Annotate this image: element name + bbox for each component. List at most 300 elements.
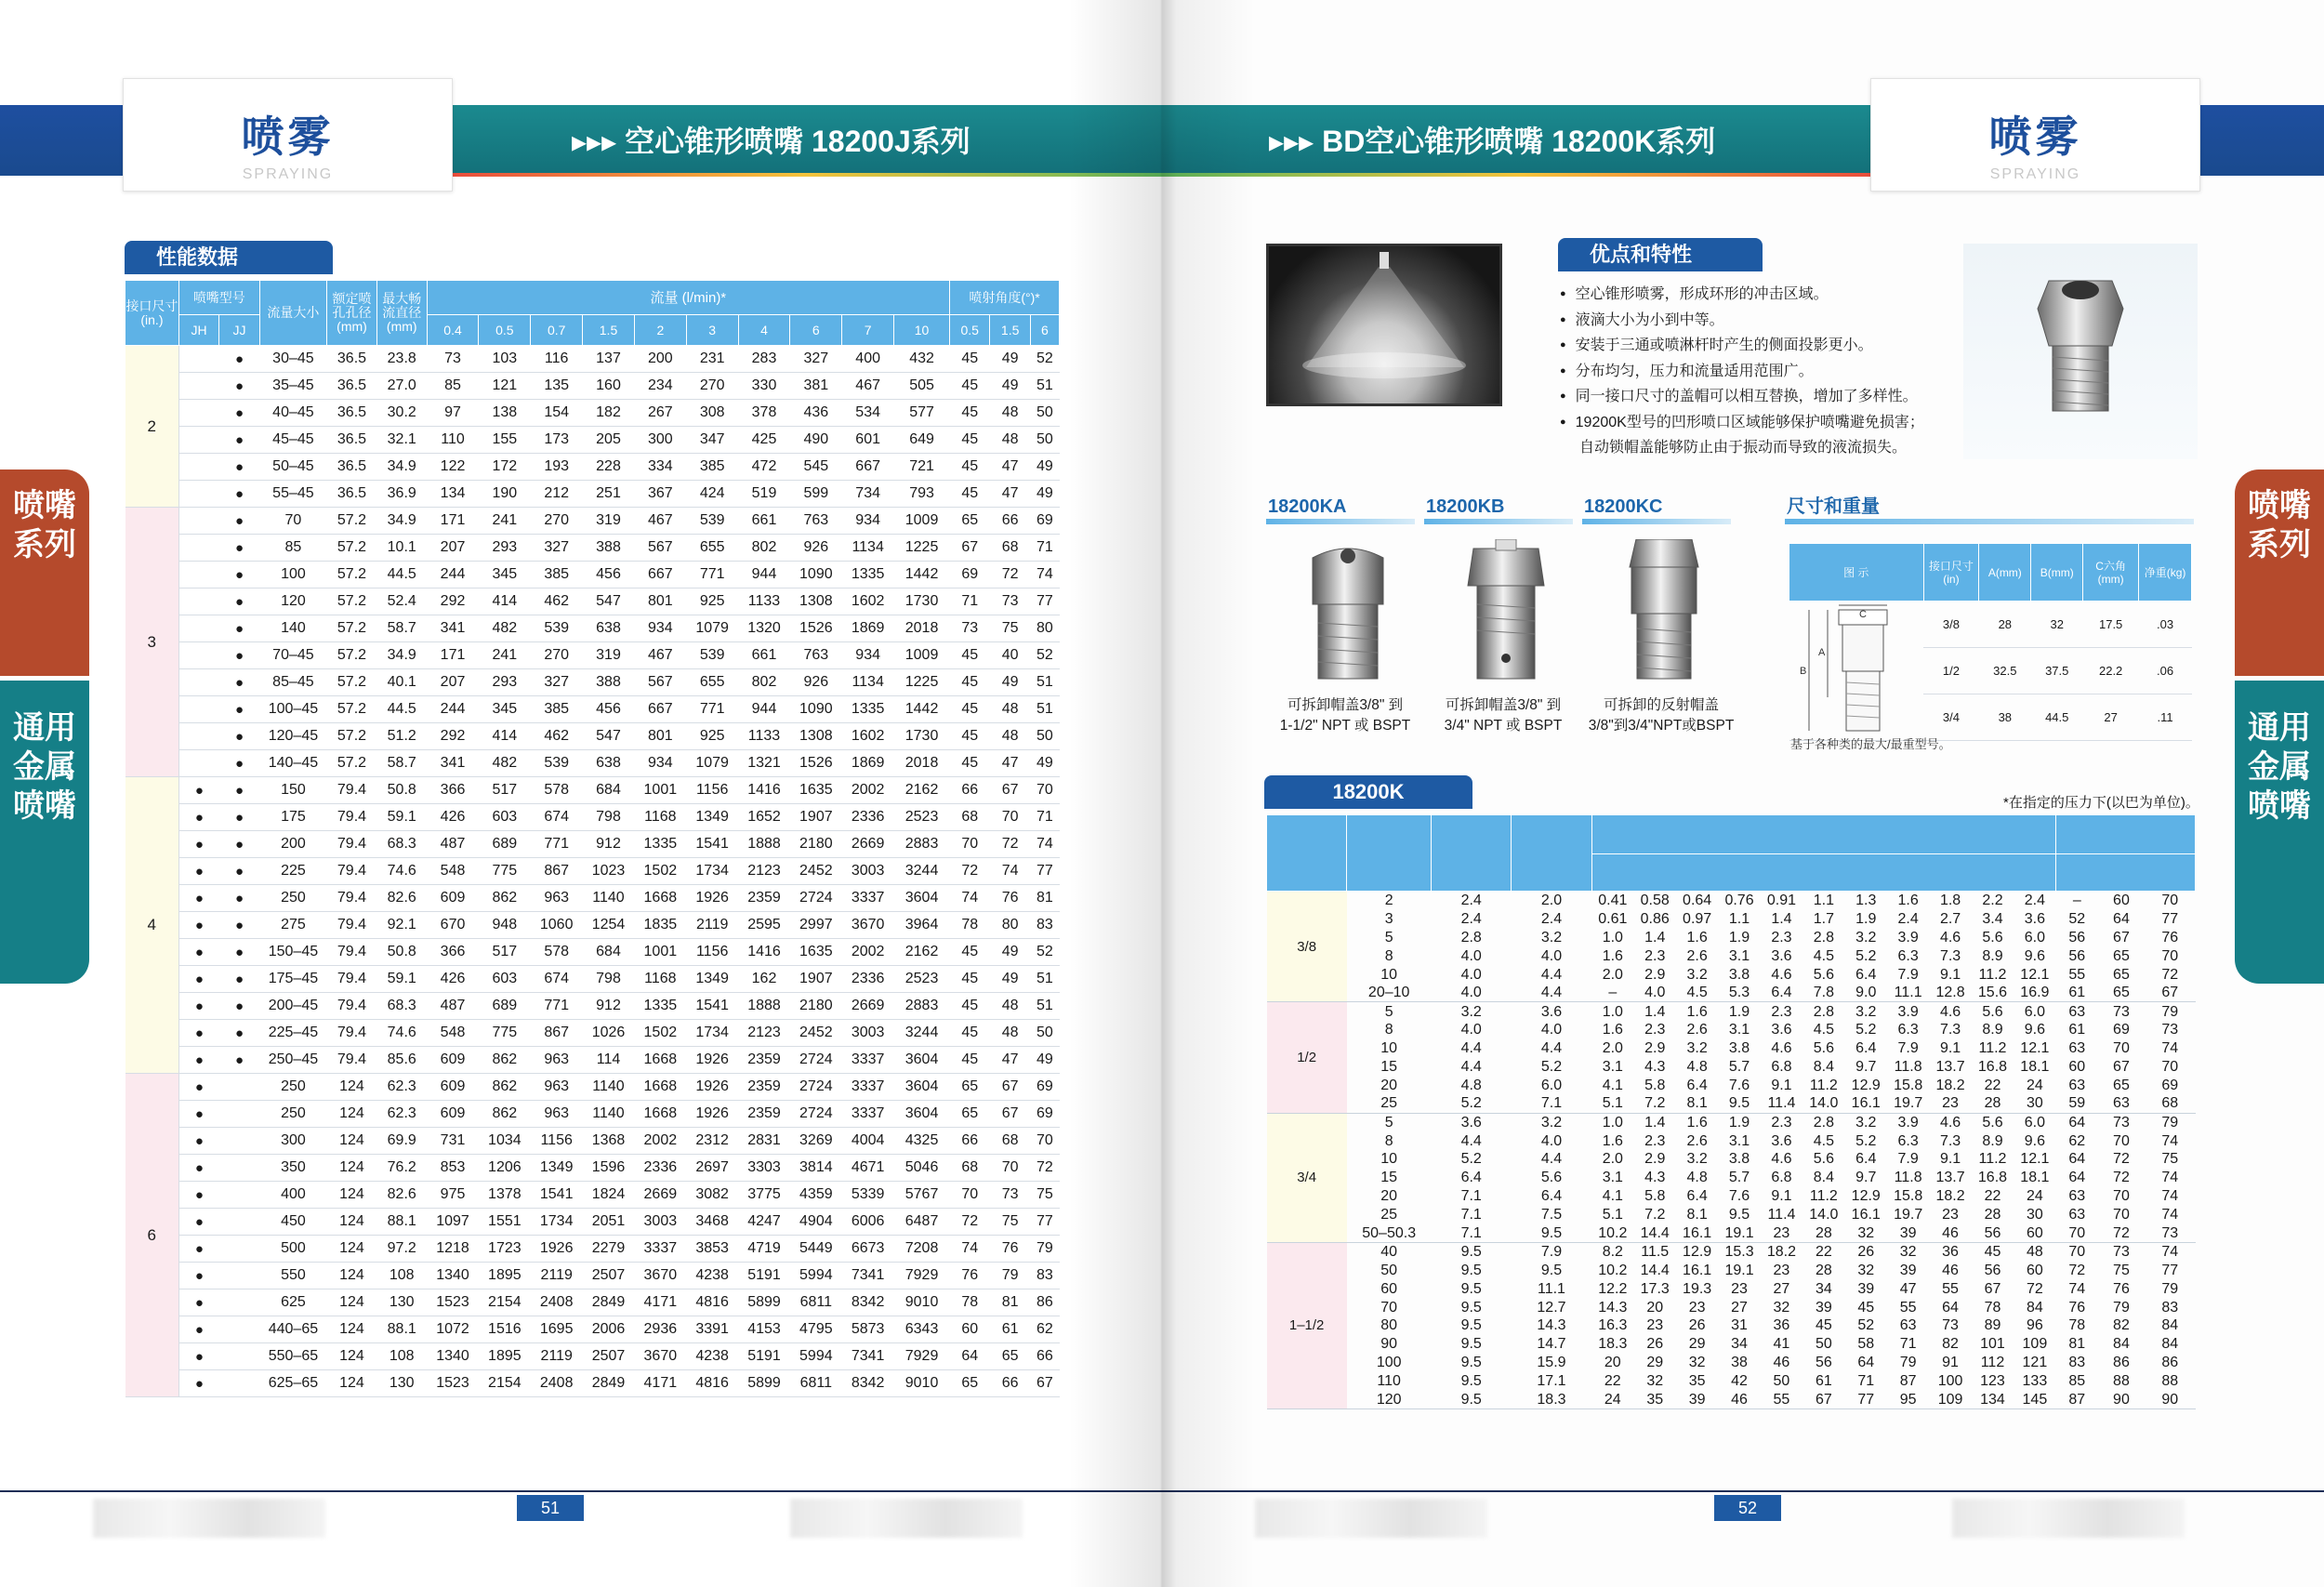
orifice-cell: 79.4 (327, 858, 377, 885)
k-cell: 4.8 (1686, 1170, 1708, 1186)
table-row (1267, 1354, 2196, 1372)
k-cell: 3.2 (1855, 929, 1877, 946)
flow-cell: 154 (531, 400, 583, 427)
k-cell: 70 (2161, 947, 2179, 964)
flow-cell: 655 (686, 535, 738, 562)
dims-header: C六角(mm) (2083, 544, 2139, 602)
flow-cell: 4153 (738, 1316, 790, 1343)
k-cell: 110 (1377, 1373, 1401, 1390)
k-cell: 70 (2161, 1058, 2179, 1075)
k-cell: 74 (2161, 1244, 2179, 1261)
feature-item: ● 19200K型号的凹形喷口区域能够保护喷嘴避免损害； (1560, 411, 2164, 437)
flow-cell: 1140 (583, 1074, 635, 1101)
passage-cell: 58.7 (376, 750, 427, 777)
k-cell: 9.6 (2024, 1132, 2045, 1149)
k-cell: 7.6 (1728, 1188, 1750, 1205)
flow-cell: 3003 (634, 1209, 686, 1236)
k-cell: 5.2 (1855, 947, 1877, 964)
flow-cell: 3003 (842, 858, 894, 885)
flow-cell: 300 (634, 427, 686, 454)
flow-cell: 925 (686, 723, 738, 750)
flow-cell: 1516 (479, 1316, 531, 1343)
flow-cell: 578 (531, 777, 583, 804)
k-cell: 63 (1899, 1317, 1917, 1334)
flow-cell: 963 (531, 1101, 583, 1128)
orifice-cell: 36.5 (327, 454, 377, 481)
angle-cell: 49 (990, 669, 1030, 696)
angle-cell: 69 (1030, 1101, 1059, 1128)
angle-cell: 70 (990, 804, 1030, 831)
jh-dot: ● (178, 966, 218, 993)
k-cell: 3.1 (1728, 947, 1750, 964)
k-cell: 2.9 (1644, 1151, 1666, 1168)
flow-cell: 1034 (479, 1128, 531, 1155)
k-cell: 34 (1731, 1336, 1748, 1353)
k-cell: 15.9 (1537, 1355, 1566, 1371)
k-cell: 4.4 (1512, 984, 1591, 1002)
k-cell: 25 (1380, 1207, 1398, 1223)
k-cell: 72 (2161, 966, 2179, 983)
angle-cell: 83 (1030, 912, 1059, 939)
k-cell: 75 (2161, 1151, 2179, 1168)
flow-cell: 182 (583, 400, 635, 427)
angle-cell: 48 (990, 993, 1030, 1020)
angle-cell: 72 (1030, 1155, 1059, 1182)
flow-cell: 1907 (790, 966, 842, 993)
angle-cell: 66 (950, 1128, 990, 1155)
k-hdr-blank (1432, 815, 1512, 892)
k-cell: 70 (1380, 1299, 1398, 1316)
flow-cell: 4671 (842, 1155, 894, 1182)
flow-cell: 1541 (686, 831, 738, 858)
flow-cell: 1734 (686, 1020, 738, 1047)
k-cell: 15.8 (1894, 1188, 1923, 1205)
k-cell: 65 (2113, 947, 2130, 964)
angle-cell: 72 (990, 562, 1030, 589)
passage-cell: 130 (376, 1289, 427, 1316)
angle-cell: 74 (990, 858, 1030, 885)
orifice-cell: 79.4 (327, 804, 377, 831)
k-cell: 74 (2161, 1188, 2179, 1205)
k-cell: 7.9 (1897, 1151, 1919, 1168)
k-cell: 87 (2056, 1391, 2098, 1409)
k-cell: 6.8 (1771, 1170, 1792, 1186)
k-cell: 6.8 (1771, 1058, 1792, 1075)
k-size-cell: 3/4 (1267, 1113, 1347, 1242)
k-cell: 31 (1731, 1317, 1748, 1334)
angle-cell: 70 (1030, 1128, 1059, 1155)
k-cell: 3.6 (1540, 1003, 1563, 1020)
k-cell: 20 (1604, 1355, 1621, 1371)
k-cell: 55 (1761, 1391, 1802, 1409)
angle-cell: 66 (950, 777, 990, 804)
k-cell: 7.8 (1802, 984, 1844, 1002)
k-cell: 9.5 (1460, 1244, 1482, 1261)
flow-cell: 867 (531, 1020, 583, 1047)
passage-cell: 44.5 (376, 562, 427, 589)
orifice-cell: 124 (327, 1182, 377, 1209)
passage-cell: 50.8 (376, 939, 427, 966)
k-cell: 18.2 (1935, 1188, 1965, 1205)
k-cell: 84 (2161, 1336, 2179, 1353)
flow-cell: 1321 (738, 750, 790, 777)
jh-dot (178, 642, 218, 669)
flow-cell: 862 (479, 1101, 531, 1128)
flow-cell: 1009 (894, 642, 950, 669)
k-cell: 5 (1384, 1003, 1393, 1020)
flow-cell: 4719 (738, 1236, 790, 1263)
flow-cell: 1888 (738, 831, 790, 858)
k-cell: 64 (1857, 1355, 1875, 1371)
k-cell: 0.61 (1598, 910, 1628, 927)
flow-cell: 599 (790, 481, 842, 508)
flow-cell: 2669 (634, 1182, 686, 1209)
passage-cell: 130 (376, 1370, 427, 1397)
dims-cell: 17.5 (2083, 602, 2139, 648)
k-cell: 64 (1942, 1299, 1959, 1316)
hdr-jj: JJ (219, 315, 259, 346)
k-cell: 63 (2068, 1003, 2086, 1020)
k-cell: 1.6 (1602, 1022, 1623, 1038)
flow-cell: 763 (790, 642, 842, 669)
size-cell: 4 (125, 777, 179, 1074)
header-rainbow-line (1162, 173, 1878, 177)
flow-cell: 3337 (842, 1074, 894, 1101)
flow-cell: 793 (894, 481, 950, 508)
k-cell: 2.4 (1897, 910, 1919, 927)
angle-cell: 51 (1030, 669, 1059, 696)
k-cell: 11.4 (1761, 1094, 1802, 1113)
flow-cell: 862 (479, 1074, 531, 1101)
flow-cell: 3853 (686, 1236, 738, 1263)
flow-cell: 1526 (790, 615, 842, 642)
flow-cell: 388 (583, 669, 635, 696)
flow-cell: 381 (790, 373, 842, 400)
capacity-cell: 450 (259, 1209, 326, 1236)
jj-dot: ● (219, 642, 259, 669)
passage-cell: 58.7 (376, 615, 427, 642)
passage-cell: 10.1 (376, 535, 427, 562)
flow-cell: 2180 (790, 831, 842, 858)
angle-cell: 73 (990, 589, 1030, 615)
table-row (125, 993, 1060, 1020)
k-cell: 15 (1380, 1170, 1398, 1186)
angle-cell: 45 (950, 993, 990, 1020)
flow-cell: 2507 (583, 1343, 635, 1370)
flow-cell: 7929 (894, 1343, 950, 1370)
flow-cell: 366 (427, 939, 479, 966)
k-cell: 3.9 (1897, 1114, 1919, 1131)
k-cell: 4.4 (1540, 966, 1563, 983)
right-page (1162, 0, 2324, 1587)
spray-subtitle: SPRAYING (1989, 166, 2081, 182)
jj-dot: ● (219, 1020, 259, 1047)
capacity-cell: 550–65 (259, 1343, 326, 1370)
k-cell: 60 (2068, 1058, 2086, 1075)
dims-note: 基于各种类的最大/最重型号。 (1790, 737, 1951, 751)
orifice-cell: 36.5 (327, 373, 377, 400)
k-cell: 74 (2161, 1040, 2179, 1057)
orifice-cell: 36.5 (327, 481, 377, 508)
k-cell: 5.2 (1855, 1022, 1877, 1038)
k-cell: 45 (1984, 1244, 2001, 1261)
k-cell: 62 (2068, 1132, 2086, 1149)
flow-cell: 867 (531, 858, 583, 885)
k-cell: 5.1 (1591, 1094, 1633, 1113)
hdr-size: 接口尺寸(in.) (125, 281, 179, 346)
k-cell: 6.4 (1540, 1188, 1563, 1205)
k-cell: 10.2 (1598, 1262, 1628, 1278)
flow-cell: 7208 (894, 1236, 950, 1263)
flow-cell: 862 (479, 885, 531, 912)
k-cell: 23 (1773, 1262, 1790, 1278)
k-cell: 50 (1380, 1262, 1398, 1278)
dims-cell: 28 (1979, 602, 2031, 648)
flow-cell: 2849 (583, 1370, 635, 1397)
flow-cell: 3604 (894, 1047, 950, 1074)
table-row (1267, 1113, 2196, 1131)
k-cell: 28 (1984, 1207, 2001, 1223)
flow-cell: 1335 (634, 993, 686, 1020)
k-cell: 52 (2068, 910, 2086, 927)
jh-dot (178, 615, 218, 642)
spray-pattern-photo (1266, 244, 1502, 406)
k-cell: 72 (2098, 1224, 2145, 1243)
k-cell: 77 (2161, 910, 2179, 927)
jh-dot: ● (178, 993, 218, 1020)
k-cell: 14.0 (1802, 1094, 1844, 1113)
flow-cell: 763 (790, 508, 842, 535)
k-cell: 70 (2068, 1244, 2086, 1261)
dims-header: B(mm) (2031, 544, 2083, 602)
flow-cell: 1635 (790, 939, 842, 966)
flow-cell: 4004 (842, 1128, 894, 1155)
angle-cell: 65 (950, 1101, 990, 1128)
k-cell: 68 (2145, 1094, 2196, 1113)
angle-cell: 74 (1030, 562, 1059, 589)
table-row (125, 589, 1060, 615)
flow-cell: 1218 (427, 1236, 479, 1263)
k-cell: 12.7 (1537, 1299, 1566, 1316)
angle-cell: 45 (950, 966, 990, 993)
flow-cell: 414 (479, 723, 531, 750)
jh-dot (178, 750, 218, 777)
flow-cell: 155 (479, 427, 531, 454)
k-cell: 5.6 (1982, 1003, 2003, 1020)
k-cell: 23 (1731, 1280, 1748, 1297)
jj-dot: ● (219, 804, 259, 831)
k-cell: 9.1 (1939, 1040, 1961, 1057)
flow-cell: 171 (427, 642, 479, 669)
angle-cell: 78 (950, 1289, 990, 1316)
k-cell: 7.9 (1897, 1040, 1919, 1057)
k-cell: 46 (1773, 1355, 1790, 1371)
jh-dot (178, 481, 218, 508)
flow-cell: 2408 (531, 1289, 583, 1316)
k-cell: 2.9 (1644, 1040, 1666, 1057)
flow-cell: 2724 (790, 1047, 842, 1074)
k-cell: 79 (2161, 1003, 2179, 1020)
table-row (1267, 1206, 2196, 1224)
k-cell: 1.8 (1939, 893, 1961, 909)
k-cell: 4.4 (1540, 1040, 1563, 1057)
k-cell: 9.5 (1728, 1207, 1750, 1223)
jh-dot (178, 589, 218, 615)
flow-cell: 975 (427, 1182, 479, 1209)
flow-cell: 1206 (479, 1155, 531, 1182)
flow-cell: 539 (686, 508, 738, 535)
k-cell: 3.6 (1460, 1114, 1482, 1131)
angle-cell: 77 (1030, 858, 1059, 885)
spray-title: 喷雾 (241, 112, 335, 161)
flow-cell: 3082 (686, 1182, 738, 1209)
k-cell: 9.5 (1512, 1224, 1591, 1243)
flow-cell: 1635 (790, 777, 842, 804)
table-row (125, 1101, 1060, 1128)
table-row (125, 966, 1060, 993)
flow-cell: 5899 (738, 1289, 790, 1316)
flow-cell: 667 (634, 562, 686, 589)
flow-cell: 517 (479, 939, 531, 966)
k-cell: 7.1 (1460, 1207, 1482, 1223)
angle-cell: 71 (950, 589, 990, 615)
flow-cell: 684 (583, 777, 635, 804)
flow-cell: 505 (894, 373, 950, 400)
orifice-cell: 79.4 (327, 831, 377, 858)
capacity-cell: 440–65 (259, 1316, 326, 1343)
flow-cell: 1596 (583, 1155, 635, 1182)
k-cell: 73 (2145, 1224, 2196, 1243)
k-cell: 5 (1384, 929, 1393, 946)
k-cell: 2.2 (1982, 893, 2003, 909)
k-cell: 0.41 (1598, 893, 1628, 909)
jh-dot: ● (178, 831, 218, 858)
k-cell: 3.8 (1728, 1151, 1750, 1168)
passage-cell: 44.5 (376, 696, 427, 723)
k-cell: 2.8 (1813, 1003, 1834, 1020)
flow-cell: 802 (738, 669, 790, 696)
flow-cell: 539 (531, 615, 583, 642)
flow-cell: 4238 (686, 1263, 738, 1289)
k-cell: 64 (2068, 1114, 2086, 1131)
k-cell: 2.8 (1813, 929, 1834, 946)
k-cell: 46 (1942, 1262, 1959, 1278)
orifice-cell: 57.2 (327, 589, 377, 615)
flow-cell: 3964 (894, 912, 950, 939)
k-cell: 8.1 (1676, 1094, 1718, 1113)
hdr-angle: 喷射角度(°)* (950, 281, 1060, 315)
dim-b-letter: B (1800, 666, 1807, 677)
table-row (125, 912, 1060, 939)
flow-cell: 1079 (686, 615, 738, 642)
flow-cell: 721 (894, 454, 950, 481)
flow-cell: 110 (427, 427, 479, 454)
table-row (125, 400, 1060, 427)
flow-cell: 1340 (427, 1343, 479, 1370)
k-cell: 63 (2068, 1188, 2086, 1205)
k-cell: 1.6 (1602, 947, 1623, 964)
flow-cell: 5191 (738, 1263, 790, 1289)
jj-dot: ● (219, 696, 259, 723)
jj-dot: ● (219, 885, 259, 912)
angle-cell: 48 (990, 723, 1030, 750)
angle-cell: 61 (990, 1316, 1030, 1343)
k-cell: 17.3 (1640, 1280, 1670, 1297)
angle-cell: 72 (950, 858, 990, 885)
flow-cell: 1502 (634, 858, 686, 885)
flow-cell: 1090 (790, 696, 842, 723)
flow-cell: 775 (479, 858, 531, 885)
k-cell: 7.1 (1512, 1094, 1591, 1113)
flow-cell: 3604 (894, 1101, 950, 1128)
jj-dot (219, 1263, 259, 1289)
flow-cell: 308 (686, 400, 738, 427)
flow-cell: 6811 (790, 1370, 842, 1397)
k-cell: 39 (1676, 1391, 1718, 1409)
flow-cell: 734 (842, 481, 894, 508)
k-cell: 60 (2014, 1224, 2055, 1243)
k-cell: 15.6 (1972, 984, 2014, 1002)
flow-cell: 667 (634, 696, 686, 723)
k-cell: 2.3 (1771, 929, 1792, 946)
table-row (1267, 1335, 2196, 1354)
flow-cell: 114 (583, 1047, 635, 1074)
k-cell: 2.7 (1939, 910, 1961, 927)
k-cell: 16.1 (1845, 1094, 1887, 1113)
k-cell: 5.8 (1644, 1188, 1666, 1205)
flow-cell: 1668 (634, 1047, 686, 1074)
k-cell: 7.3 (1939, 1022, 1961, 1038)
flow-cell: 944 (738, 696, 790, 723)
dims-cell: .03 (2139, 602, 2192, 648)
k-cell: 9.5 (1540, 1262, 1563, 1278)
table-row (1267, 1261, 2196, 1279)
orifice-cell: 79.4 (327, 912, 377, 939)
angle-cell: 48 (990, 696, 1030, 723)
dim-a-letter: A (1818, 647, 1826, 658)
orifice-cell: 36.5 (327, 427, 377, 454)
k-cell: 32 (1845, 1224, 1887, 1243)
flow-cell: 4904 (790, 1209, 842, 1236)
k-cell: 14.0 (1809, 1207, 1839, 1223)
nozzle-kc-image (1613, 539, 1715, 688)
flow-cell: 934 (634, 615, 686, 642)
k-cell: 79 (1899, 1355, 1917, 1371)
flow-cell: 462 (531, 589, 583, 615)
k-cell: 1.0 (1602, 1003, 1623, 1020)
angle-cell: 74 (1030, 831, 1059, 858)
k-cell: 8 (1384, 1132, 1393, 1149)
k-cell: 9.0 (1845, 984, 1887, 1002)
k-cell: 75 (2113, 1262, 2130, 1278)
k-cell: 6.4 (1686, 1077, 1708, 1093)
flow-cell: 545 (790, 454, 842, 481)
k-cell: 3.2 (1686, 966, 1708, 983)
flow-cell: 577 (894, 400, 950, 427)
angle-cell: 68 (950, 1155, 990, 1182)
nozzle-photo (1963, 244, 2198, 459)
dims-cell: .06 (2139, 648, 2192, 694)
k-cell: 2.0 (1602, 1040, 1623, 1057)
flow-cell: 567 (634, 669, 686, 696)
jh-dot: ● (178, 912, 218, 939)
flow-cell: 8342 (842, 1370, 894, 1397)
capacity-cell: 150–45 (259, 939, 326, 966)
angle-cell: 72 (950, 1209, 990, 1236)
flow-cell: 1140 (583, 885, 635, 912)
angle-cell: 49 (990, 966, 1030, 993)
angle-cell: 74 (950, 885, 990, 912)
